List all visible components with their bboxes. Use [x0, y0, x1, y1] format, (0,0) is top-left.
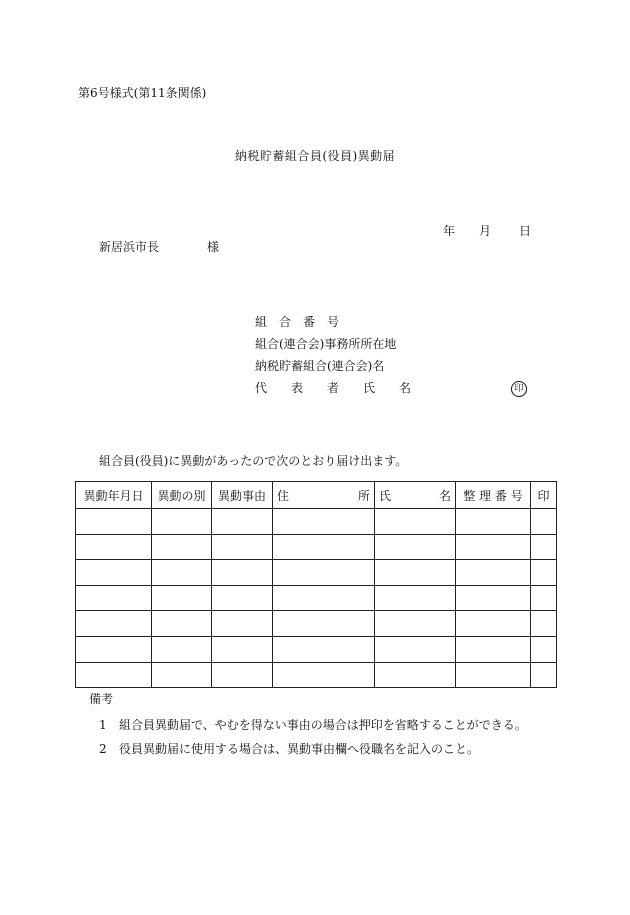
table-row [76, 534, 557, 560]
table-cell[interactable] [273, 509, 375, 535]
table-cell[interactable] [531, 611, 557, 637]
table-cell[interactable] [212, 509, 273, 535]
date-month: 月 [479, 224, 492, 238]
table-cell[interactable] [152, 585, 212, 611]
document-title: 納税貯蓄組合員(役員)異動届 [234, 149, 396, 163]
table-cell[interactable] [212, 585, 273, 611]
table-cell[interactable] [76, 560, 152, 586]
col-change-reason: 異動事由 [212, 482, 273, 509]
table-cell[interactable] [531, 534, 557, 560]
table-cell[interactable] [456, 509, 531, 535]
applicant-block [255, 314, 411, 402]
col-address-right: 所 [357, 488, 370, 503]
table-row [76, 585, 557, 611]
intro-text: 組合員(役員)に異動があったので次のとおり届け出ます。 [99, 454, 408, 468]
table-cell[interactable] [375, 636, 456, 662]
table-cell[interactable] [375, 611, 456, 637]
table-cell[interactable] [152, 509, 212, 535]
table-cell[interactable] [76, 509, 152, 535]
table-cell[interactable] [456, 636, 531, 662]
table-cell[interactable] [212, 662, 273, 688]
field-association-number [255, 314, 411, 336]
table-cell[interactable] [456, 611, 531, 637]
field-office-address [255, 336, 411, 358]
field-label: 代 表 者 氏 名 [255, 381, 412, 395]
table-cell[interactable] [375, 534, 456, 560]
table-cell[interactable] [531, 560, 557, 586]
note-item [99, 740, 479, 757]
table-cell[interactable] [273, 534, 375, 560]
table-row [76, 509, 557, 535]
table-row [76, 560, 557, 586]
table-cell[interactable] [152, 611, 212, 637]
field-representative-name [255, 380, 411, 402]
col-name-left: 氏 [379, 488, 392, 503]
table-cell[interactable] [273, 560, 375, 586]
table-cell[interactable] [212, 611, 273, 637]
table-cell[interactable] [273, 611, 375, 637]
table-cell[interactable] [273, 585, 375, 611]
table-row [76, 662, 557, 688]
field-label: 組 合 番 号 [255, 315, 340, 329]
table-cell[interactable] [456, 662, 531, 688]
table-cell[interactable] [212, 534, 273, 560]
table-cell[interactable] [456, 560, 531, 586]
table-cell[interactable] [531, 636, 557, 662]
col-change-date: 異動年月日 [76, 482, 152, 509]
table-cell[interactable] [375, 509, 456, 535]
table-cell[interactable] [531, 662, 557, 688]
note-text: 組合員異動届で、やむを得ない事由の場合は押印を省略することができる。 [119, 718, 527, 732]
addressee-honorific: 様 [207, 240, 220, 254]
col-name [375, 482, 456, 509]
field-label: 組合(連合会)事務所所在地 [255, 337, 397, 351]
col-name-right: 名 [438, 488, 451, 503]
table-row [76, 636, 557, 662]
notes-title: 備考 [89, 692, 114, 706]
note-text: 役員異動届に使用する場合は、異動事由欄へ役職名を記入のこと。 [119, 742, 480, 756]
field-label: 納税貯蓄組合(連合会)名 [255, 359, 385, 373]
table-header-row [76, 482, 557, 509]
date-year: 年 [443, 224, 456, 238]
table-cell[interactable] [456, 534, 531, 560]
seal-mark: 印 [511, 381, 527, 397]
note-number: 2 [99, 742, 107, 756]
table-row [76, 611, 557, 637]
date-day: 日 [519, 224, 532, 238]
field-association-name [255, 358, 411, 380]
table-cell[interactable] [212, 560, 273, 586]
col-address-left: 住 [277, 488, 290, 503]
form-number: 第6号様式(第11条関係) [78, 86, 207, 100]
table-cell[interactable] [531, 585, 557, 611]
table-cell[interactable] [76, 662, 152, 688]
note-number: 1 [99, 718, 107, 732]
col-change-type: 異動の別 [152, 482, 212, 509]
table-cell[interactable] [76, 534, 152, 560]
table-cell[interactable] [273, 636, 375, 662]
date-line [443, 222, 531, 239]
table-cell[interactable] [375, 560, 456, 586]
table-cell[interactable] [531, 509, 557, 535]
change-table [75, 481, 557, 688]
table-cell[interactable] [152, 662, 212, 688]
note-item [99, 716, 527, 733]
table-cell[interactable] [375, 585, 456, 611]
table-cell[interactable] [152, 534, 212, 560]
table-cell[interactable] [76, 636, 152, 662]
addressee-name: 新居浜市長 [99, 240, 160, 254]
table-cell[interactable] [152, 636, 212, 662]
table-body [76, 509, 557, 688]
table-cell[interactable] [273, 662, 375, 688]
table-cell[interactable] [76, 585, 152, 611]
table-cell[interactable] [456, 585, 531, 611]
table-cell[interactable] [76, 611, 152, 637]
table-cell[interactable] [375, 662, 456, 688]
table-cell[interactable] [152, 560, 212, 586]
table-cell[interactable] [212, 636, 273, 662]
col-seal: 印 [531, 482, 557, 509]
col-reference-number: 整 理 番 号 [456, 482, 531, 509]
col-address [273, 482, 375, 509]
